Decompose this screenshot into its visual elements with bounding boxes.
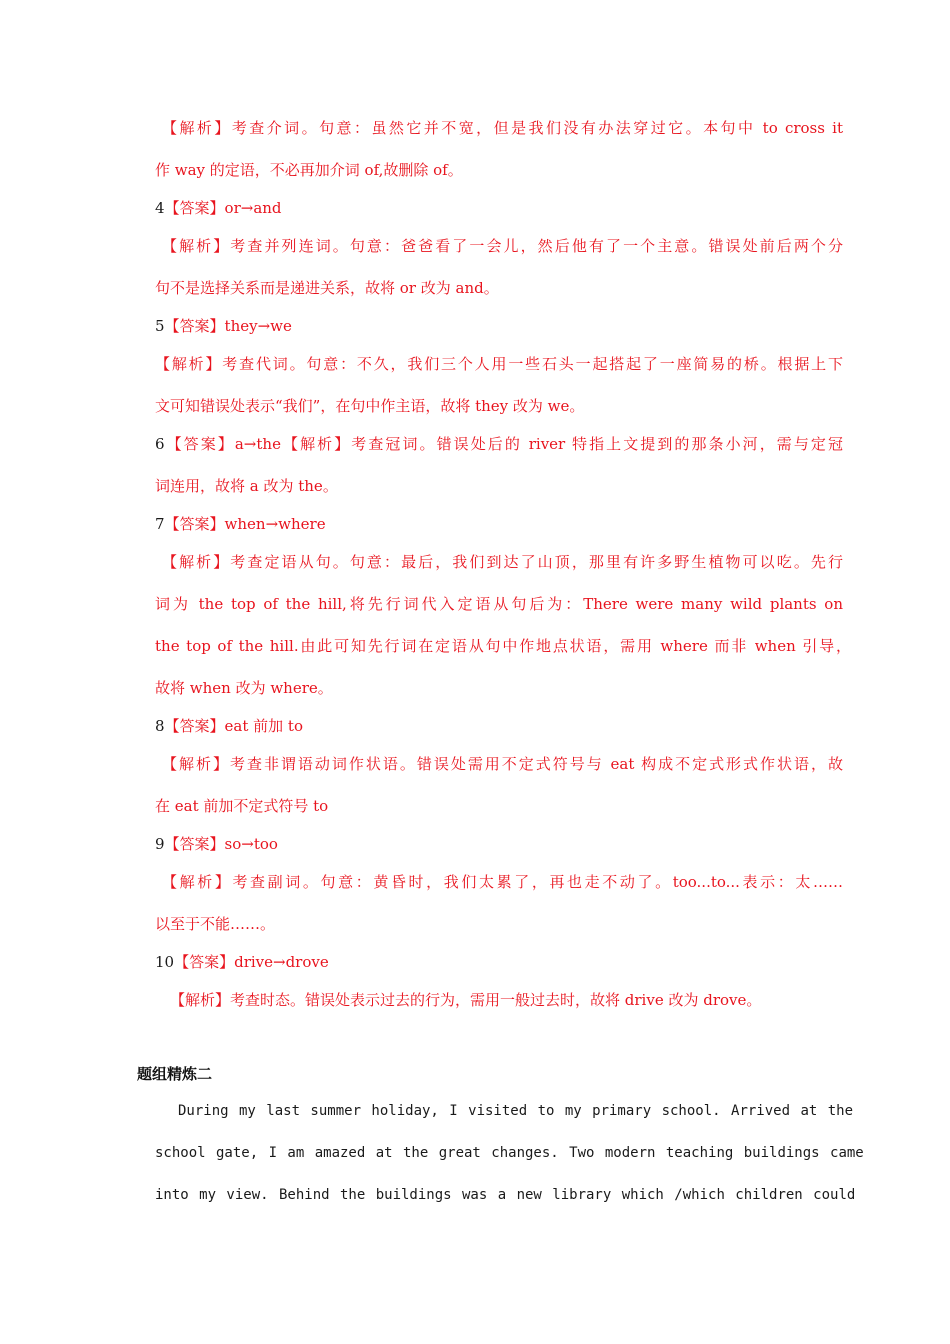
item-number: 8: [155, 717, 165, 735]
item-number: 6: [155, 435, 165, 453]
answer-line: [155, 198, 282, 218]
answer-text: 【答案】they→we: [164, 317, 292, 335]
answer-text: 【答案】or→and: [164, 199, 282, 217]
item-number: 7: [155, 515, 165, 533]
analysis-line: 【解析】考查时态。错误处表示过去的行为，需用一般过去时，故将 drive 改为 drove。: [170, 991, 762, 1009]
analysis-line: 以至于不能……。: [155, 915, 276, 933]
item-number: 5: [155, 317, 165, 335]
answer-line: [155, 434, 843, 454]
answer-text: 【答案】a→the【解析】考查冠词。错误处后的 river 特指上文提到的那条小河，需与定冠: [164, 435, 843, 453]
answer-line: [155, 716, 303, 736]
item-number: 10: [155, 953, 175, 971]
passage-line: During my last summer holiday, I visited to my primary school. Arrived at the: [178, 1103, 854, 1119]
passage-line: into my view. Behind the buildings was a new library which /which children could: [155, 1187, 856, 1203]
answer-text: 【答案】eat 前加 to: [164, 717, 303, 735]
analysis-line: 【解析】考查非谓语动词作状语。错误处需用不定式符号与 eat 构成不定式形式作状语，故: [162, 755, 843, 773]
analysis-line: 故将 when 改为 where。: [155, 679, 333, 697]
answer-line: [155, 514, 326, 534]
analysis-line: 句不是选择关系而是递进关系，故将 or 改为 and。: [155, 279, 499, 297]
answer-line: [155, 952, 329, 972]
analysis-line: the top of the hill.由此可知先行词在定语从句中作地点状语，需用 where 而非 when 引导，: [155, 637, 851, 655]
analysis-line: 【解析】考查副词。句意：黄昏时，我们太累了，再也走不动了。too...to...表示：太……: [162, 873, 843, 891]
analysis-line: 文可知错误处表示“我们”，在句中作主语，故将 they 改为 we。: [155, 397, 585, 415]
analysis-line: 在 eat 前加不定式符号 to: [155, 797, 329, 815]
answer-line: [155, 834, 278, 854]
answer-text: 【答案】when→where: [164, 515, 326, 533]
analysis-line: 词为 the top of the hill,将先行词代入定语从句后为：There were many wild plants on: [155, 595, 843, 613]
section-title: 题组精炼二: [137, 1065, 213, 1083]
analysis-line: 【解析】考查并列连词。句意：爸爸看了一会儿，然后他有了一个主意。错误处前后两个分: [162, 237, 843, 255]
analysis-line: 【解析】考查代词。句意：不久，我们三个人用一些石头一起搭起了一座简易的桥。根据上下: [155, 355, 843, 373]
analysis-line: 词连用，故将 a 改为 the。: [155, 477, 338, 495]
passage-line: school gate, I am amazed at the great changes. Two modern teaching buildings came: [155, 1145, 864, 1161]
analysis-line: 作 way 的定语，不必再加介词 of,故删除 of。: [155, 161, 463, 179]
answer-text: 【答案】drive→drove: [174, 953, 329, 971]
answer-line: [155, 316, 292, 336]
analysis-line: 【解析】考查介词。句意：虽然它并不宽，但是我们没有办法穿过它。本句中 to cross it: [162, 119, 843, 137]
analysis-line: 【解析】考查定语从句。句意：最后，我们到达了山顶，那里有许多野生植物可以吃。先行: [162, 553, 843, 571]
item-number: 9: [155, 835, 165, 853]
item-number: 4: [155, 199, 165, 217]
answer-text: 【答案】so→too: [164, 835, 278, 853]
